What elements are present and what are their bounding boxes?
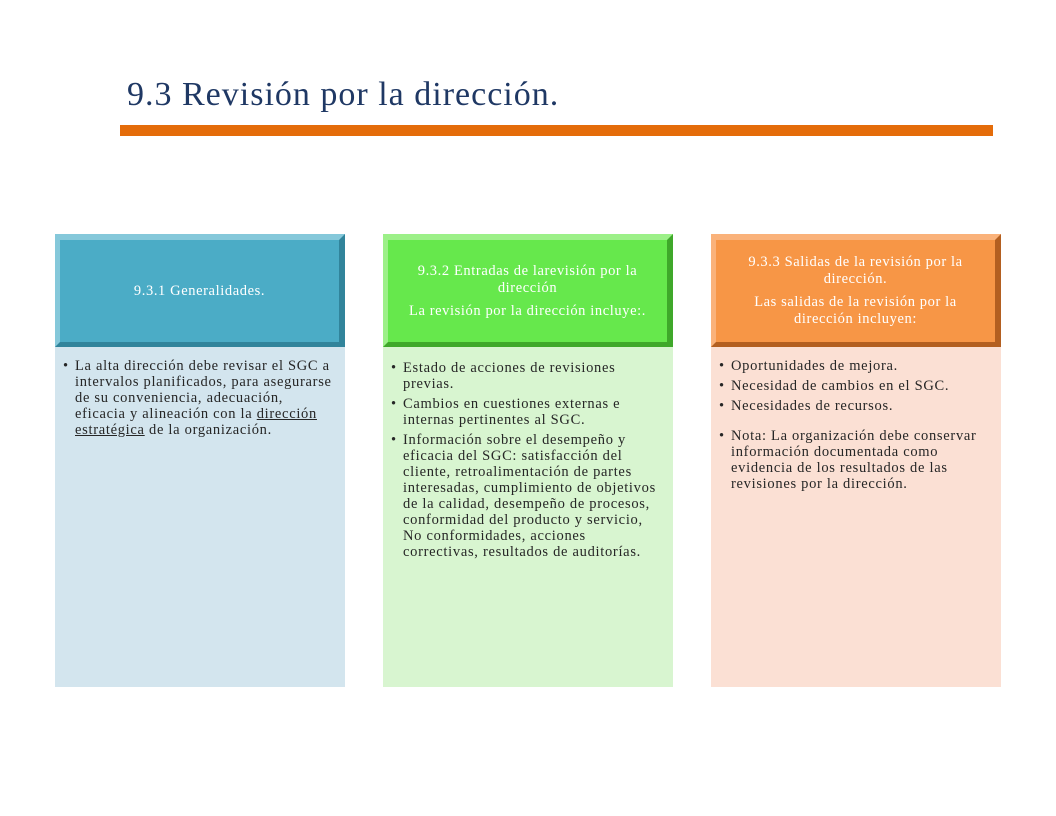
column-header-generalidades (55, 234, 345, 347)
column-header-subtitle: Las salidas de la revisión por la dirección incluyen: (754, 294, 957, 327)
slide-title: 9.3 Revisión por la dirección. (127, 76, 560, 113)
list-item: • Oportunidades de mejora. (731, 358, 989, 374)
list-item: • Estado de acciones de revisiones previas. (403, 360, 661, 392)
column-generalidades (55, 234, 345, 687)
column-header-salidas (711, 234, 1001, 347)
list-item (75, 358, 333, 438)
bullet-list (75, 358, 333, 438)
item-text: de la organización. (144, 422, 272, 438)
column-body-generalidades (55, 347, 345, 687)
column-entradas (383, 234, 673, 687)
item-text: La alta dirección debe revisar el SGC a intervalos planificados, para asegurarse de su conveniencia, adecuación, eficacia y alineación con la (75, 358, 332, 422)
list-item: • Necesidad de cambios en el SGC. (731, 378, 989, 394)
column-header-title: 9.3.3 Salidas de la revisión por la dirección. (748, 254, 963, 287)
list-item-note: • Nota: La organización debe conservar información documentada como evidencia de los resultados de las revisiones por la dirección. (731, 428, 989, 492)
list-item: • Necesidades de recursos. (731, 398, 989, 414)
column-header-subtitle: La revisión por la dirección incluye:. (408, 302, 646, 319)
column-salidas (711, 234, 1001, 687)
title-underline-bar (120, 125, 993, 136)
bullet-list (403, 360, 661, 560)
column-body-salidas (711, 347, 1001, 687)
list-item: • Cambios en cuestiones externas e internas pertinentes al SGC. (403, 396, 661, 428)
column-header-title: 9.3.2 Entradas de larevisión por la dirección (417, 262, 638, 296)
bullet-list (731, 358, 989, 492)
strategic-direction-link[interactable]: dirección estratégica (75, 406, 317, 438)
column-header-title: 9.3.1 Generalidades. (133, 282, 266, 299)
column-header-entradas (383, 234, 673, 347)
column-body-entradas (383, 347, 673, 687)
list-item: • Información sobre el desempeño y eficacia del SGC: satisfacción del cliente, retroalimentación de partes interesadas, cumplimiento de objetivos de la calidad, desempeño de procesos, conformidad del producto y servicio, No conformidades, acciones correctivas, resultados de auditorías. (403, 432, 661, 560)
